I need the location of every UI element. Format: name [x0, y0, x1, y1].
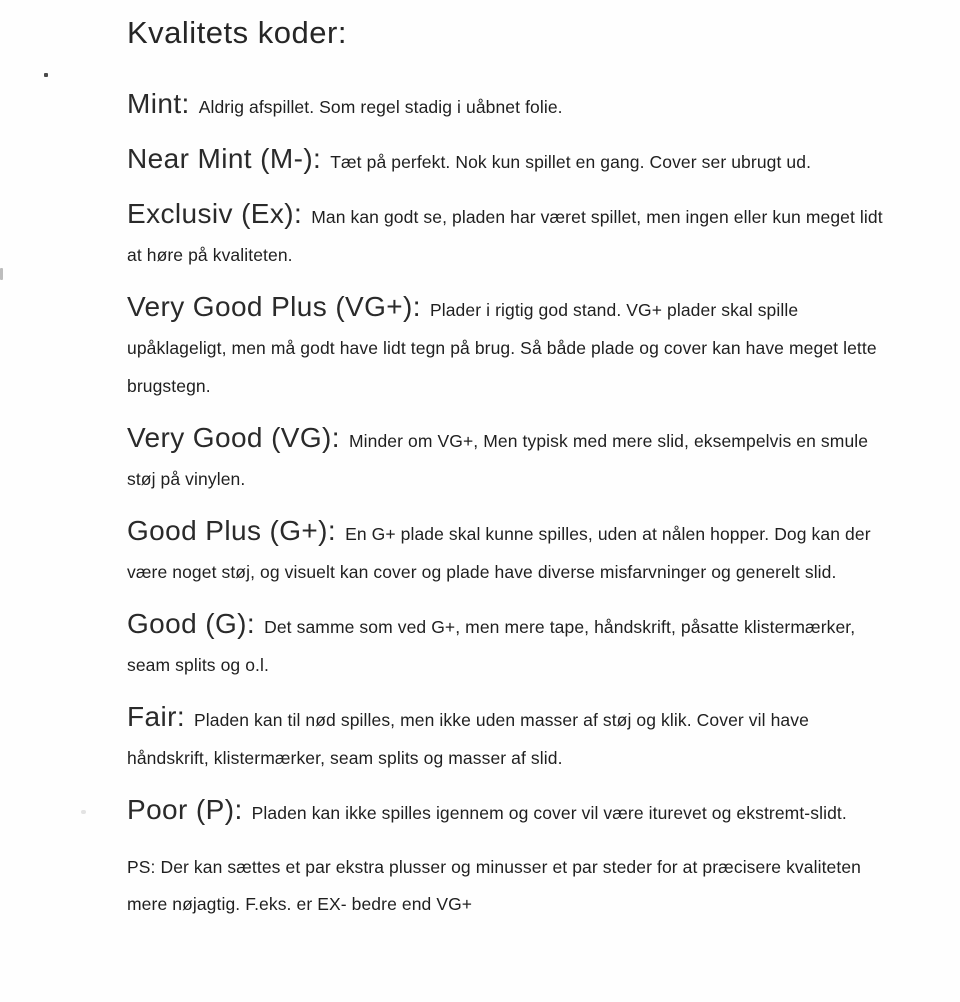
grade-entry-good-plus: [127, 515, 886, 591]
grade-term: Good (G):: [127, 608, 256, 639]
grade-description: Det samme som ved G+, men mere tape, håndskrift, påsatte klistermærker, seam splits og o.l.: [127, 617, 856, 675]
postscript-note: PS: Der kan sættes et par ekstra plusser og minusser et par steder for at præcisere kvaliteten mere nøjagtig. F.eks. er EX- bedre end VG+: [127, 857, 862, 914]
grade-description: En G+ plade skal kunne spilles, uden at nålen hopper. Dog kan der være noget støj, og visuelt kan cover og plade have diverse misfarvninger og generelt slid.: [127, 524, 871, 582]
grade-term: Very Good Plus (VG+):: [127, 291, 421, 322]
document-title: Kvalitets koder:: [127, 15, 347, 50]
grade-entry-very-good: [127, 422, 886, 498]
grade-entry-poor: [127, 794, 886, 832]
grade-description: Aldrig afspillet. Som regel stadig i uåbnet folie.: [198, 97, 563, 117]
grade-entry-very-good-plus: [127, 291, 886, 405]
grade-term: Mint:: [127, 88, 190, 119]
grade-term: Poor (P):: [127, 794, 243, 825]
grade-term: Exclusiv (Ex):: [127, 198, 303, 229]
grade-description: Tæt på perfekt. Nok kun spillet en gang. Cover ser ubrugt ud.: [330, 152, 812, 172]
scan-artifact-faint: [81, 810, 86, 814]
grade-term: Good Plus (G+):: [127, 515, 337, 546]
scan-speck: [44, 73, 48, 77]
grade-term: Near Mint (M-):: [127, 143, 322, 174]
grade-term: Very Good (VG):: [127, 422, 340, 453]
grade-description: Man kan godt se, pladen har været spillet, men ingen eller kun meget lidt at høre på kvaliteten.: [127, 207, 883, 265]
grade-entry-mint: [127, 88, 886, 126]
grade-description: Pladen kan ikke spilles igennem og cover vil være iturevet og ekstremt-slidt.: [251, 803, 847, 823]
grade-description: Pladen kan til nød spilles, men ikke uden masser af støj og klik. Cover vil have håndskrift, klistermærker, seam splits og masser af slid.: [127, 710, 809, 768]
scan-artifact-left-edge: [0, 268, 3, 280]
grade-entry-near-mint: [127, 143, 886, 181]
grade-description: Plader i rigtig god stand. VG+ plader skal spille upåklageligt, men må godt have lidt tegn på brug. Så både plade og cover kan have meget lette brugstegn.: [127, 300, 877, 396]
grade-term: Fair:: [127, 701, 185, 732]
grade-description: Minder om VG+, Men typisk med mere slid, eksempelvis en smule støj på vinylen.: [127, 431, 869, 489]
grade-entry-good: [127, 608, 886, 684]
grade-entry-fair: [127, 701, 886, 777]
grade-entry-exclusiv: [127, 198, 886, 274]
